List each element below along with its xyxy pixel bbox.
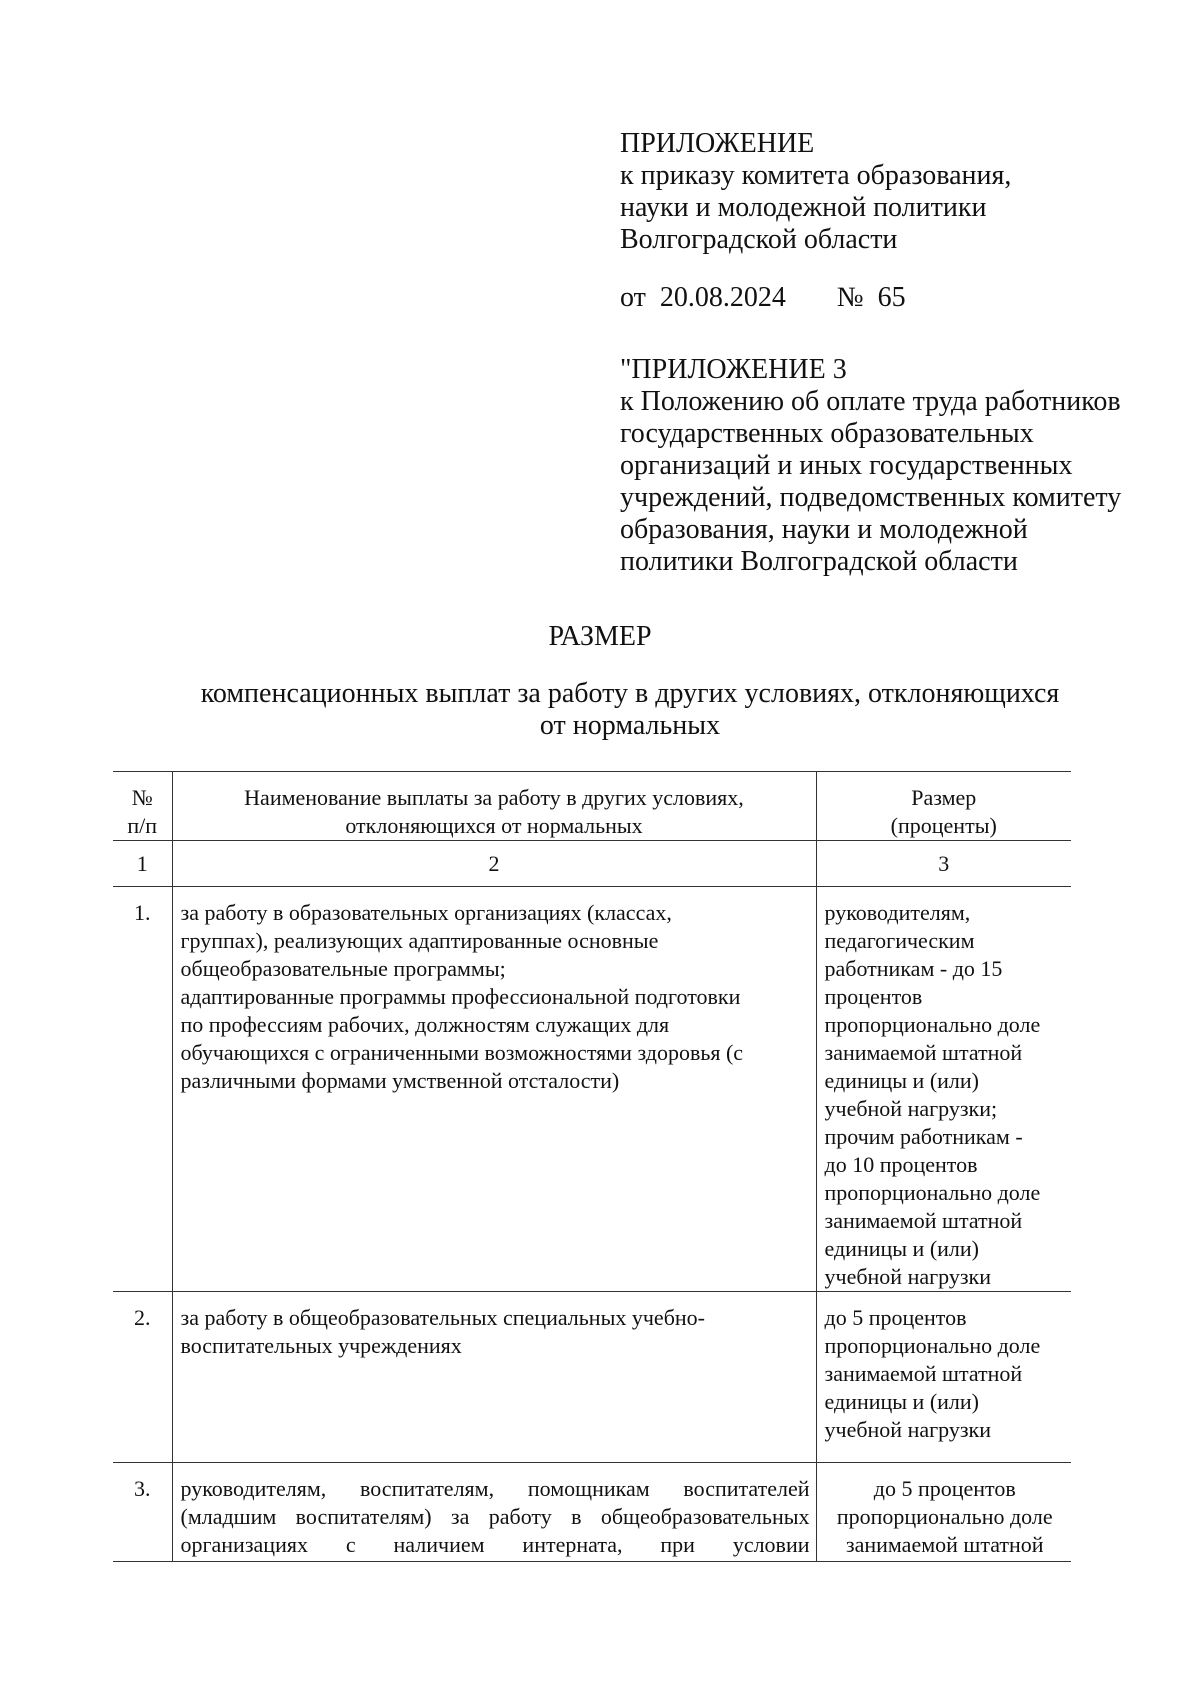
sub-appendix-line: образования, науки и молодежной: [620, 514, 1028, 545]
order-date: 20.08.2024: [659, 282, 786, 313]
sub-appendix-line: организаций и иных государственных: [620, 450, 1073, 481]
sub-appendix-line: политики Волгоградской области: [620, 546, 1018, 577]
date-prefix: от: [620, 282, 646, 313]
sub-appendix-line: учреждений, подведомственных комитету: [620, 482, 1122, 513]
appendix-title: ПРИЛОЖЕНИЕ: [620, 128, 815, 159]
order-number: 65: [877, 282, 906, 313]
column-number: 2: [172, 841, 816, 887]
table-row: [113, 1463, 1071, 1562]
appendix-line: науки и молодежной политики: [620, 192, 987, 223]
appendix-block: [620, 128, 1180, 578]
row-name: за работу в общеобразовательных специальных учебно- воспитательных учреждениях: [172, 1292, 816, 1463]
row-name: за работу в образовательных организациях (классах, группах), реализующих адаптированные основные общеобразовательные программы; адаптированные программы профессиональной подготовки по профессиям рабочих, должностям служащих для обучающихся с ограниченными возможностями здоровья (с различными формами умственной отсталости): [172, 887, 816, 1292]
row-number: 2.: [113, 1292, 172, 1463]
document-title: РАЗМЕР: [548, 621, 652, 652]
table-row: [113, 887, 1071, 1292]
row-number: 3.: [113, 1463, 172, 1562]
sub-appendix-line: государственных образовательных: [620, 418, 1034, 449]
table-row: [113, 1292, 1071, 1463]
number-prefix: №: [836, 282, 864, 313]
row-size: до 5 процентов пропорционально доле занимаемой штатной: [816, 1463, 1071, 1562]
column-number: 3: [816, 841, 1071, 887]
column-number-row: [113, 841, 1071, 887]
sub-appendix-title: "ПРИЛОЖЕНИЕ 3: [620, 354, 847, 385]
appendix-line: Волгоградской области: [620, 224, 898, 255]
order-date-line: [620, 282, 1180, 314]
column-number: 1: [113, 841, 172, 887]
row-name: руководителям, воспитателям, помощникам воспитателей (младшим воспитателям) за работу в общеобразовательных организациях с наличием интерната, при условии: [172, 1463, 816, 1562]
header-cell-number: № п/п: [113, 772, 172, 841]
row-number: 1.: [113, 887, 172, 1292]
document-subtitle: [180, 678, 1080, 742]
subtitle-line: от нормальных: [539, 710, 721, 741]
compensation-table: [113, 771, 1071, 1562]
appendix-line: к приказу комитета образования,: [620, 160, 1012, 191]
sub-appendix-line: к Положению об оплате труда работников: [620, 386, 1121, 417]
header-cell-size: Размер (проценты): [816, 772, 1071, 841]
row-size: руководителям, педагогическим работникам - до 15 процентов пропорционально доле занимаемой штатной единицы и (или) учебной нагрузки; прочим работникам - до 10 процентов пропорционально доле занимаемой штатной единицы и (или) учебной нагрузки: [816, 887, 1071, 1292]
row-size: до 5 процентов пропорционально доле занимаемой штатной единицы и (или) учебной нагрузки: [816, 1292, 1071, 1463]
table-header-row: [113, 772, 1071, 841]
header-cell-name: Наименование выплаты за работу в других условиях, отклоняющихся от нормальных: [172, 772, 816, 841]
subtitle-line: компенсационных выплат за работу в других условиях, отклоняющихся: [200, 678, 1060, 709]
